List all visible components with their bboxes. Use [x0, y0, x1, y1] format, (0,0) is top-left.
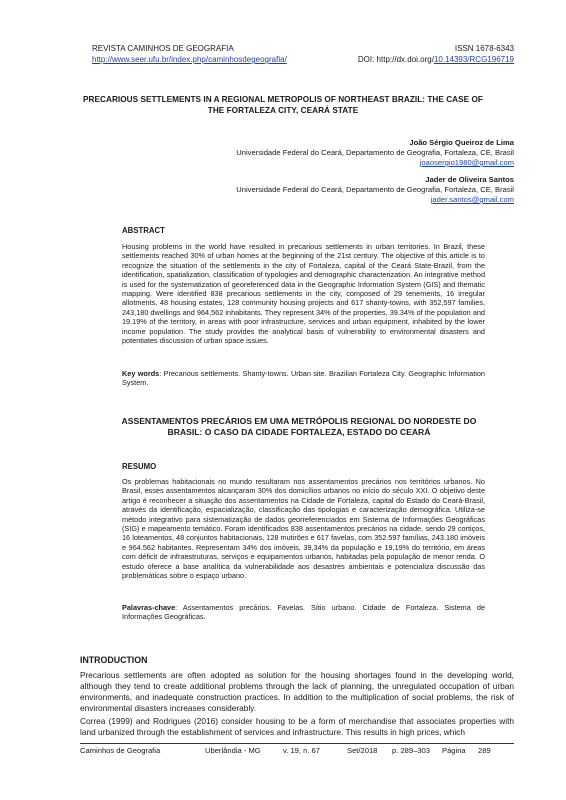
author-block-2 — [236, 175, 514, 205]
author-email-link[interactable]: jader.santos@gmail.com — [430, 195, 514, 204]
doi — [358, 54, 514, 65]
abstract-heading: ABSTRACT — [122, 226, 165, 235]
paper-title-en: PRECARIOUS SETTLEMENTS IN A REGIONAL METROPOLIS OF NORTHEAST BRAZIL: THE CASE OF THE FORTALEZA CITY, CEARÁ STATE — [83, 95, 483, 115]
keywords-label: Key words — [122, 369, 160, 378]
paper-title-pt: ASSENTAMENTOS PRECÁRIOS EM UMA METRÓPOLIS REGIONAL DO NORDESTE DO BRASIL: O CASO DA CIDADE FORTALEZA, ESTADO DO CEARÁ — [121, 416, 477, 437]
author-name: João Sérgio Queiroz de Lima — [409, 138, 514, 147]
footer-pages: p. 289–303 — [392, 746, 431, 755]
journal-name: REVISTA CAMINHOS DE GEOGRAFIA — [92, 44, 234, 53]
footer-date: Set/2018 — [347, 746, 378, 755]
author-affiliation: Universidade Federal do Ceará, Departamento de Geografia, Fortaleza, CE, Brasil — [236, 185, 514, 194]
keywords-text: : Precarious settlements. Shanty-towns. Urban site. Brazilian Fortaleza City. Geographic Information System. — [122, 369, 485, 388]
resumo-keywords — [122, 603, 485, 622]
resumo-heading: RESUMO — [122, 462, 157, 471]
abstract-text: Housing problems in the world have resulted in precarious settlements in urban territories. In Brazil, these settlements reached 30% of urban homes at the beginning of the 21st century. The objective of this article is to recognize the situation of the settlements in the city of Fortaleza, capital of the Ceará State-Brazil, from the identification, spatialization, classification of typologies and demographic characterization. An integrative method is used for the systematization of georeferenced data in the Geographic Information System (GIS) and thematic mapping. Were identified 838 precarious settlements in the city, composed of 29 tenements, 16 irregular allotments, 48 housing estates, 128 community housing projects and 617 shanty-towns, with 352,597 families, 243,180 dwellings and 964,562 inhabitants. They represent 34% of the properties, 39.34% of the population and 19.19% of the territory, in areas with poor infrastructure, services and urban equipment, inhabited by the lower income population. The study provides the analytical basis of vulnerability to environmental disasters and potentiates discussion of urban space issues. — [122, 242, 485, 346]
introduction-paragraph: Correa (1999) and Rodrigues (2016) consider housing to be a form of merchandise that associates properties with land urbanized through the establishment of services and infrastructure. This results in high prices, which — [80, 716, 514, 737]
abstract-keywords — [122, 369, 485, 388]
author-name: Jader de Oliveira Santos — [425, 175, 514, 184]
issn: ISSN 1678-6343 — [454, 44, 514, 53]
doi-link[interactable]: 10.14393/RCG196719 — [433, 55, 514, 64]
footer-volume: v. 19, n. 67 — [283, 746, 321, 755]
author-email-link[interactable]: joaosergio1980@gmail.com — [419, 158, 514, 167]
footer-page-label: Página — [442, 746, 466, 755]
introduction-paragraph: Precarious settlements are often adopted as solution for the housing shortages found in the developing world, although they tend to create additional problems through the lack of planning, the unregulated occupation of urban environments, and inadequate construction practices. In addition to the multiplication of social problems, the risk of environmental disasters increases considerably. — [80, 670, 514, 713]
palavras-chave-label: Palavras-chave — [122, 603, 176, 612]
footer-place: Uberlândia - MG — [205, 746, 261, 755]
journal-url-link[interactable]: http://www.seer.ufu.br/index.php/caminhosdegeografia/ — [92, 55, 287, 64]
footer-journal: Caminhos de Geografia — [80, 746, 161, 755]
author-affiliation: Universidade Federal do Ceará, Departamento de Geografia, Fortaleza, CE, Brasil — [236, 148, 514, 157]
footer-page-number: 289 — [478, 746, 491, 755]
palavras-chave-text: : Assentamentos precários. Favelas. Sítio urbano. Cidade de Fortaleza. Sistema de Informações Geográficas. — [122, 603, 485, 622]
introduction-heading: INTRODUCTION — [80, 655, 148, 665]
resumo-text: Os problemas habitacionais no mundo resultaram nos assentamentos precários nos territórios urbanos. No Brasil, esses assentamentos alcançaram 30% dos domicílios urbanos no início do século XXI. O objetivo deste artigo é reconhecer a situação dos assentamentos na Cidade de Fortaleza, capital do Estado do Ceará-Brasil, através da identificação, espacialização, classificação das tipologias e caracterização demográfica. Utiliza-se método integrativo para sistematização de dados georreferenciados em Sistema de Informações Geográficas (SIG) e mapeamento temático. Foram identificados 838 assentamentos precários na cidade, sendo 29 cortiços, 16 loteamentos, 48 conjuntos habitacionais, 128 mutirões e 617 favelas, com 352.597 famílias, 243.180 imóveis e 964.562 habitantes. Representam 34% dos imóveis, 39,34% da população e 19,19% do território, em áreas com déficit de infraestruturas, serviços e equipamentos urbanos, habitadas pela população de menor renda. O estudo oferece a base analítica da vulnerabilidade aos desastres ambientais e potencializa discussão das problemáticas sobre o espaço urbano. — [122, 477, 485, 581]
author-block-1 — [236, 138, 514, 168]
doi-prefix: DOI: http://dx.doi.org/ — [357, 55, 434, 64]
page-footer — [80, 743, 514, 764]
running-header — [92, 43, 514, 65]
